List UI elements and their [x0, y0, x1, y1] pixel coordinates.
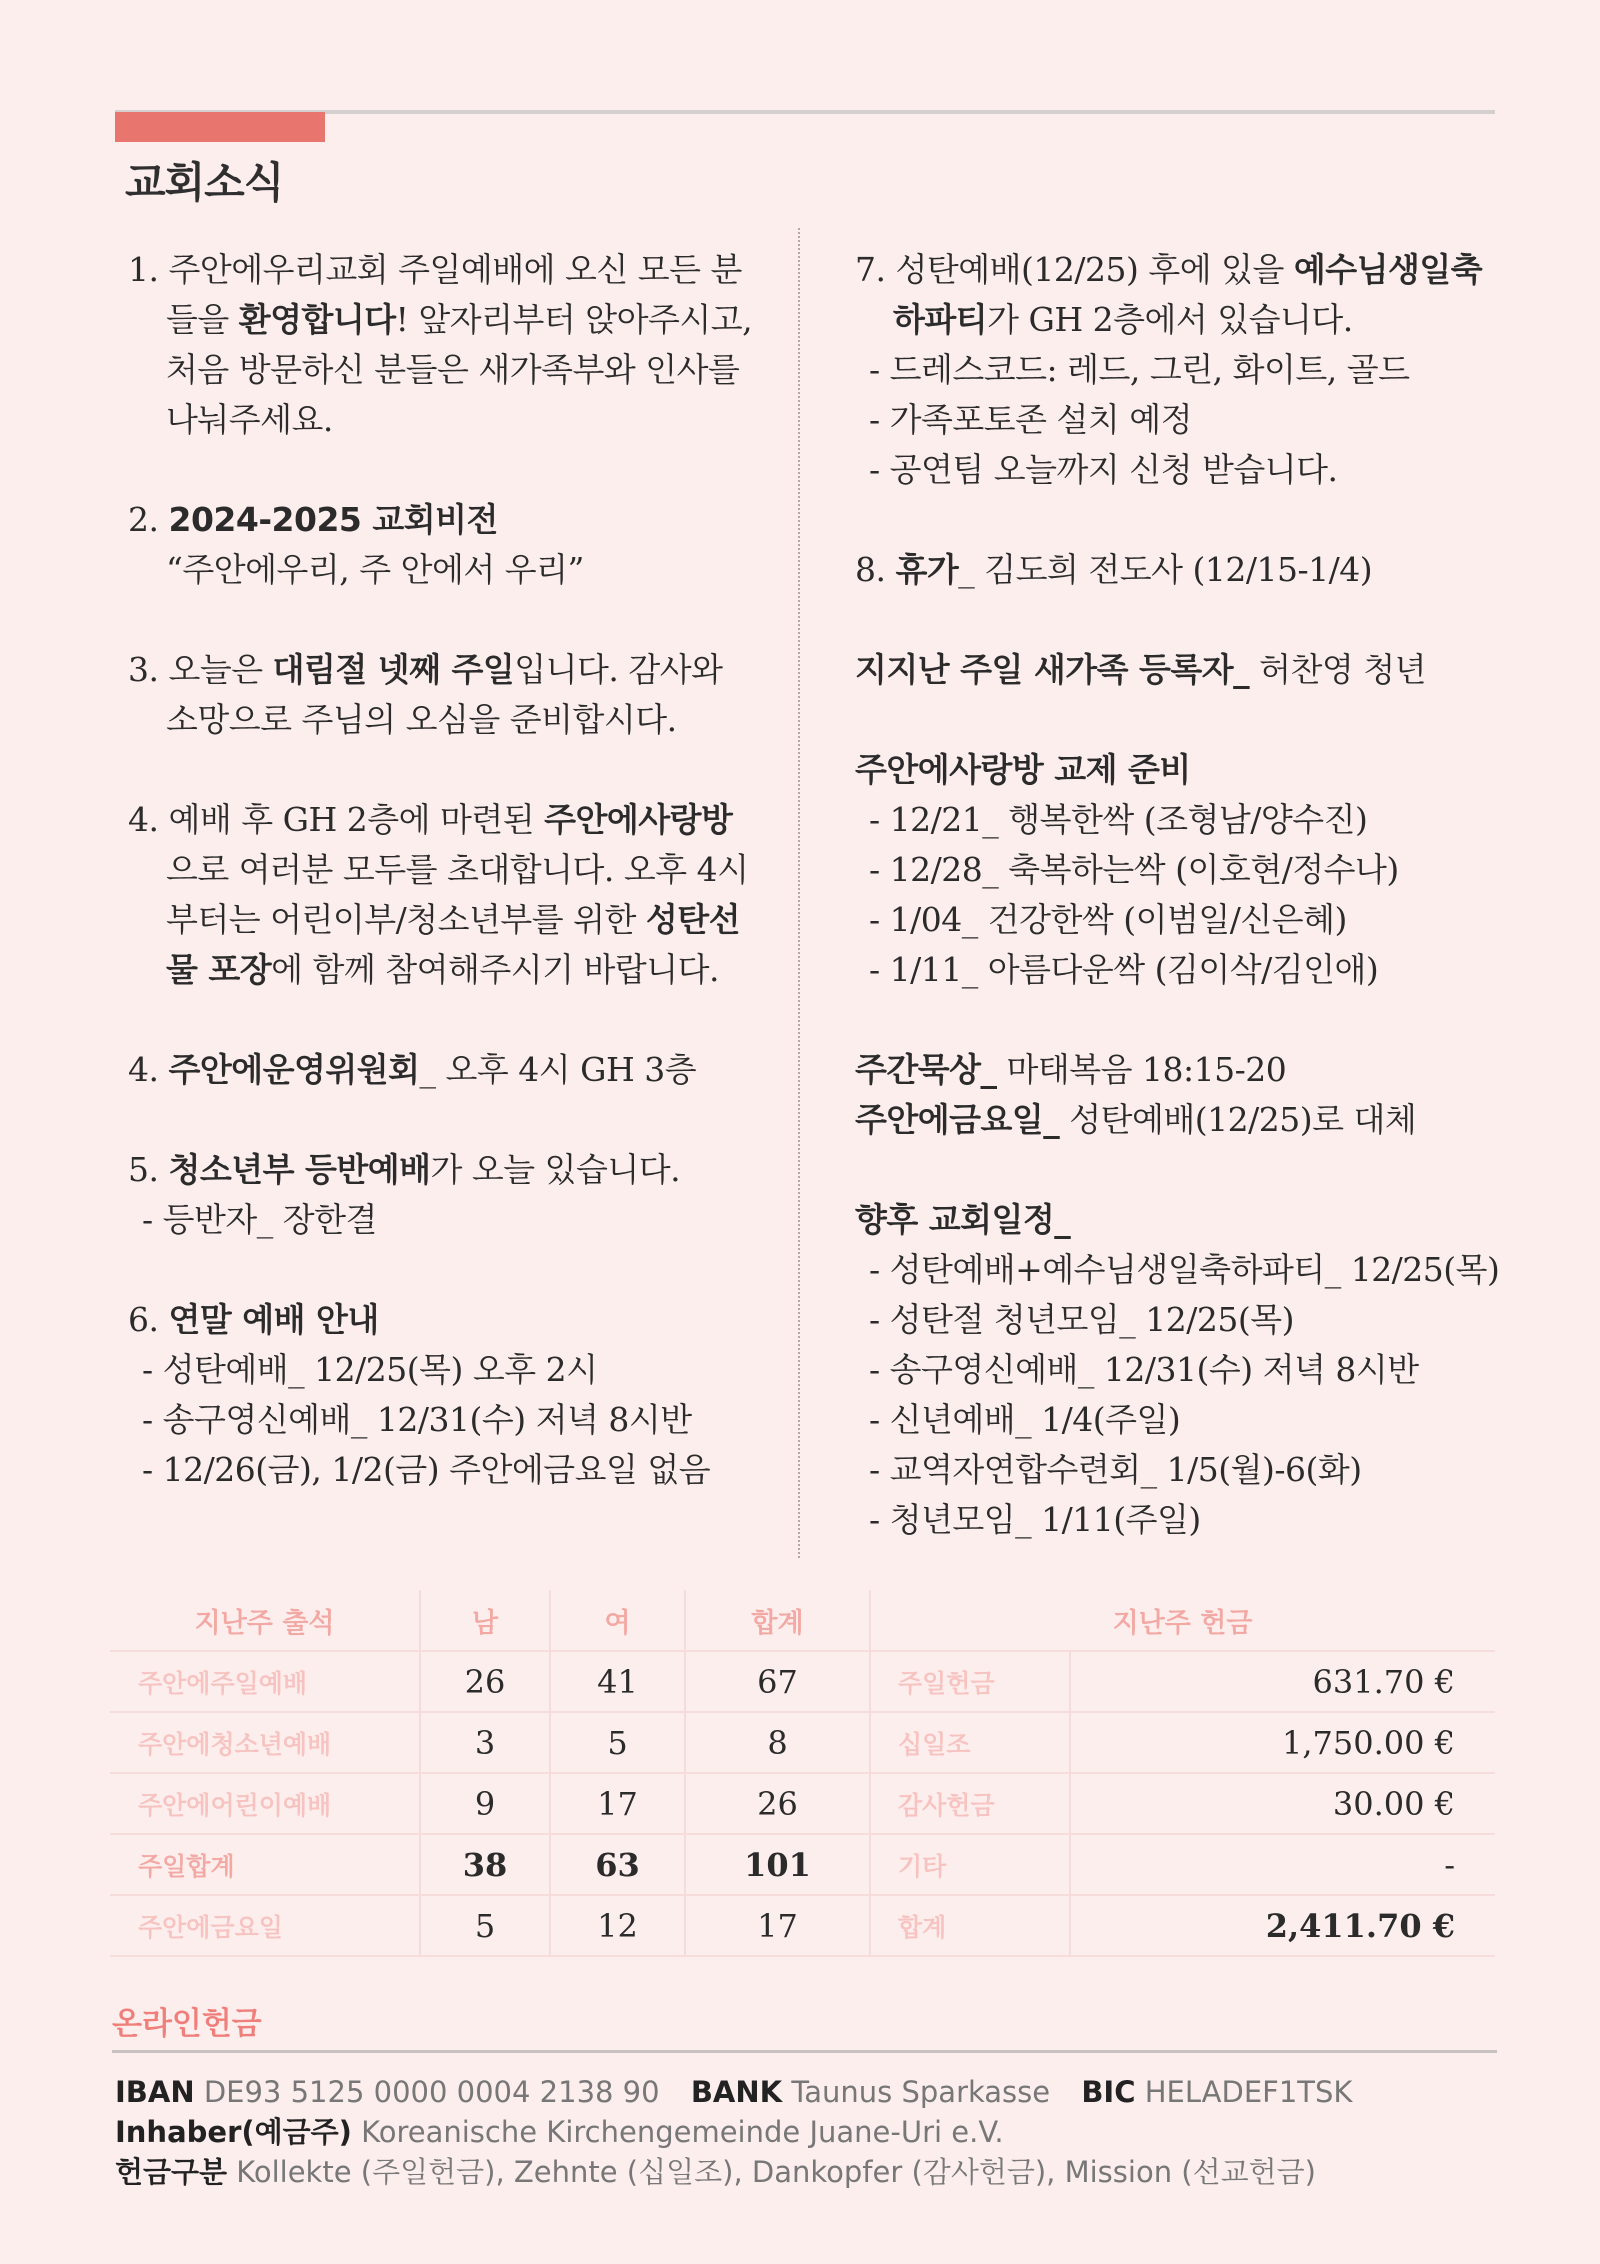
notice-5: 5. 청소년부 등반예배가 오늘 있습니다. - 등반자_ 장한결 — [128, 1150, 681, 1239]
title-accent-bar — [115, 112, 325, 142]
left-column — [128, 245, 778, 1545]
table-row: 주일헌금 631.70 € — [870, 1651, 1495, 1712]
sarangbang-schedule: 주안에사랑방 교제 준비 - 12/21_ 행복한싹 (조형남/양수진) - 12/28_ 축복하는싹 (이호현/정수나) - 1/04_ 건강한싹 (이범일/신은혜) - 1/11_ 아름다운싹 (김이삭/김인애) — [855, 750, 1399, 989]
page-title: 교회소식 — [125, 158, 284, 207]
notice-1: 1. 주안에우리교회 주일예배에 오신 모든 분 들을 환영합니다! 앞자리부터 앉아주시고, 처음 방문하신 분들은 새가족부와 인사를 나눠주세요. — [128, 250, 753, 439]
new-family: 지지난 주일 새가족 등록자_ 허찬영 청년 — [855, 650, 1426, 689]
holder-value: Koreanische Kirchengemeinde Juane-Uri e.V. — [361, 2115, 1004, 2149]
table-row: 주안에금요일 5 12 17 — [110, 1895, 870, 1956]
notice-4b: 4. 주안에운영위원회_ 오후 4시 GH 3층 — [128, 1050, 697, 1089]
table-row: 십일조 1,750.00 € — [870, 1712, 1495, 1773]
table-row-total: 주일합계 38 63 101 — [110, 1834, 870, 1895]
table-row-total: 합계 2,411.70 € — [870, 1895, 1495, 1956]
upcoming-schedule: 향후 교회일정_ - 성탄예배+예수님생일축하파티_ 12/25(목) - 성탄절 청년모임_ 12/25(목) - 송구영신예배_ 12/31(수) 저녁 8시반 - 신년예배_ 1/4(주일) - 교역자연합수련회_ 1/5(월)-6(화) - 청년모임_ 1/11(주일) — [855, 1200, 1500, 1539]
table-row: 감사헌금 30.00 € — [870, 1773, 1495, 1834]
notice-8: 8. 휴가_ 김도희 전도사 (12/15-1/4) — [855, 550, 1373, 589]
weekly-notes: 주간묵상_ 마태복음 18:15-20 주안에금요일_ 성탄예배(12/25)로 대체 — [855, 1050, 1417, 1139]
online-offering-title: 온라인헌금 — [112, 2006, 262, 2042]
notice-6: 6. 연말 예배 안내 - 성탄예배_ 12/25(목) 오후 2시 - 송구영신예배_ 12/31(수) 저녁 8시반 - 12/26(금), 1/2(금) 주안에금요일 없음 — [128, 1300, 711, 1489]
offering-types-value: Kollekte (주일헌금), Zehnte (십일조), Dankopfer (감사헌금), Mission (선교헌금) — [236, 2155, 1316, 2189]
offering-table — [870, 1590, 1495, 1957]
iban-value: DE93 5125 0000 0004 2138 90 — [203, 2075, 660, 2109]
attendance-header-row: 지난주 출석 남 여 합계 — [110, 1590, 870, 1651]
bic-value: HELADEF1TSK — [1144, 2075, 1353, 2109]
right-column — [855, 245, 1505, 1595]
notice-2: 2. 2024-2025 교회비전 “주안에우리, 주 안에서 우리” — [128, 500, 584, 589]
notice-4: 4. 예배 후 GH 2층에 마련된 주안에사랑방 으로 여러분 모두를 초대합니다. 오후 4시 부터는 어린이부/청소년부를 위한 성탄선 물 포장에 함께 참여해주시기 바랍니다. — [128, 800, 749, 989]
column-divider — [798, 228, 800, 1558]
online-offering-rule — [112, 2050, 1497, 2053]
table-row: 주안에청소년예배 3 5 8 — [110, 1712, 870, 1773]
bank-value: Taunus Sparkasse — [791, 2075, 1051, 2109]
bank-details: IBAN DE93 5125 0000 0004 2138 90 BANK Taunus Sparkasse BIC HELADEF1TSK Inhaber(예금주) Koreanische Kirchengemeinde Juane-Uri e.V. 헌금구분 Kollekte (주일헌금), Zehnte (십일조), Dankopfer (감사헌금), Mission (선교헌금) — [115, 2075, 1353, 2189]
table-row: 주안에어린이예배 9 17 26 — [110, 1773, 870, 1834]
table-row: 주안에주일예배 26 41 67 — [110, 1651, 870, 1712]
notice-3: 3. 오늘은 대림절 넷째 주일입니다. 감사와 소망으로 주님의 오심을 준비합시다. — [128, 650, 723, 739]
table-row: 기타 - — [870, 1834, 1495, 1895]
offering-header-row: 지난주 헌금 — [870, 1590, 1495, 1651]
attendance-table — [110, 1590, 871, 1957]
notice-7: 7. 성탄예배(12/25) 후에 있을 예수님생일축 하파티가 GH 2층에서 있습니다. - 드레스코드: 레드, 그린, 화이트, 골드 - 가족포토존 설치 예정 - 공연팀 오늘까지 신청 받습니다. — [855, 250, 1483, 489]
